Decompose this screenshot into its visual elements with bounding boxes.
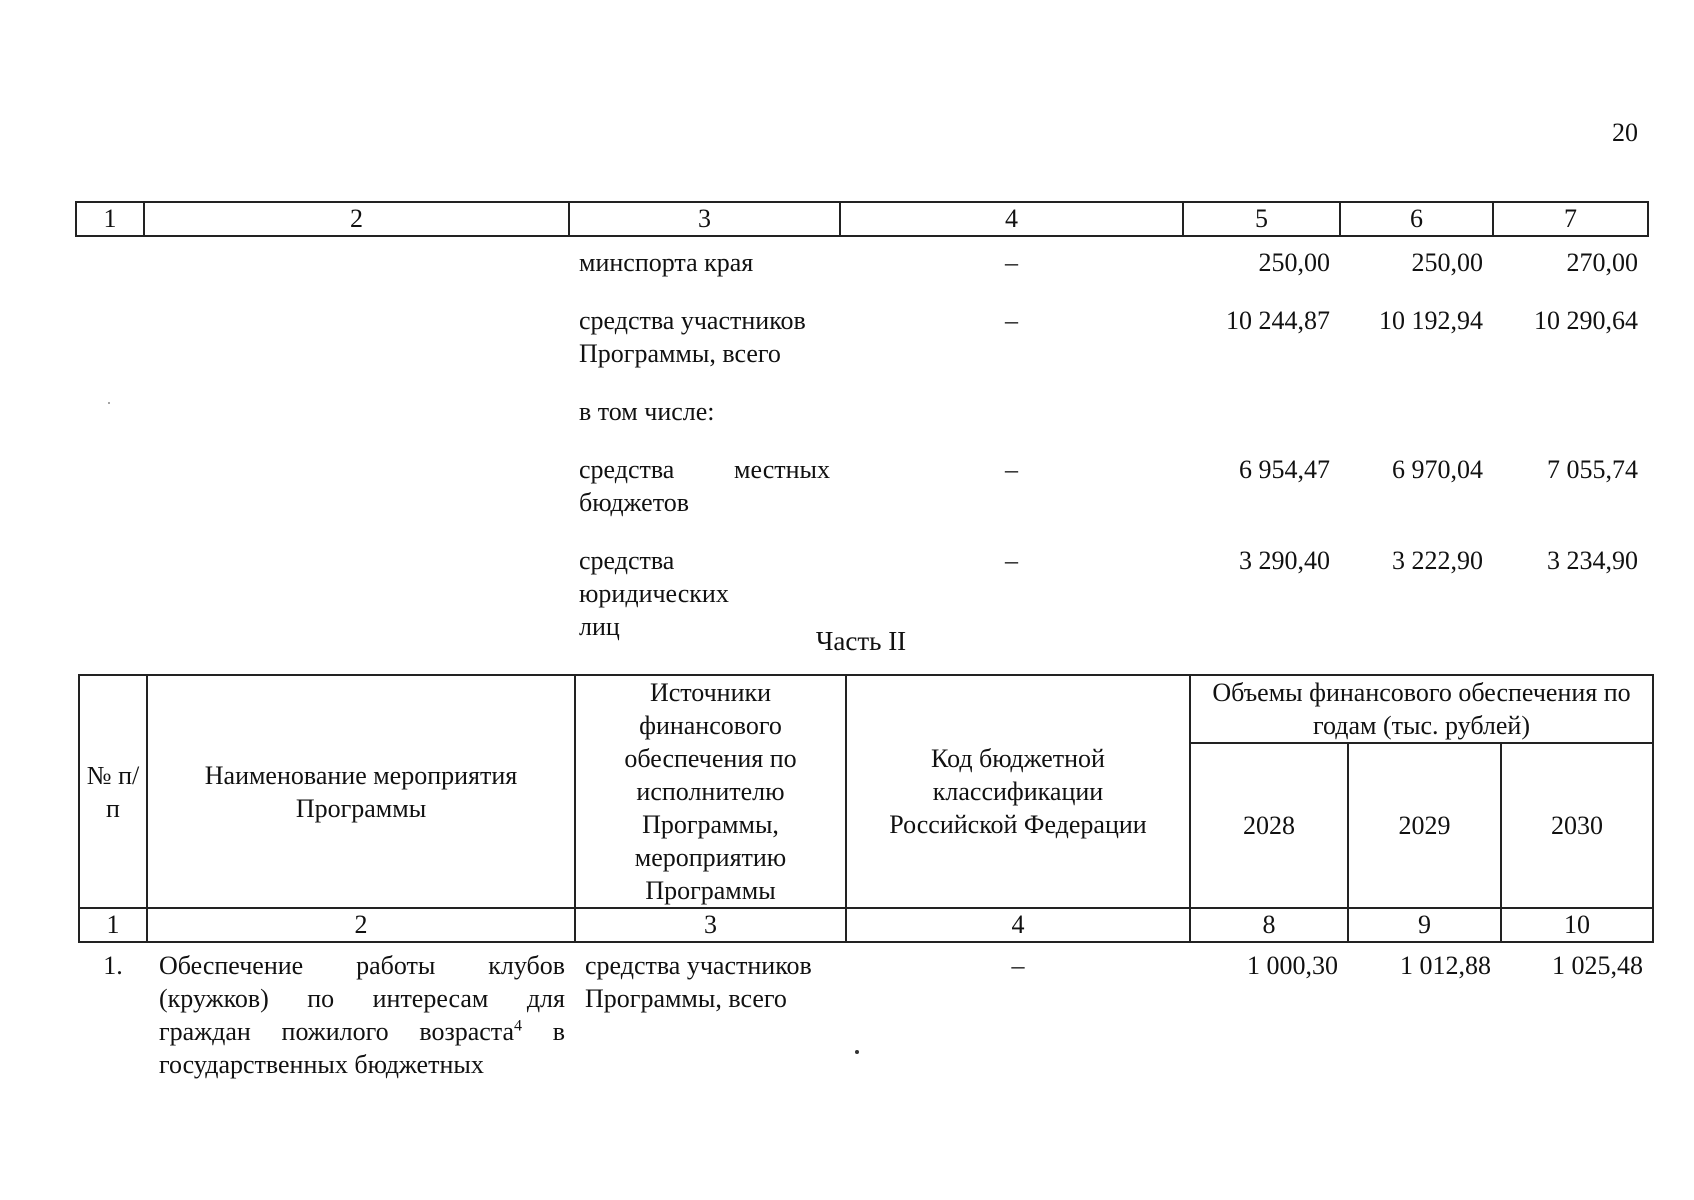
- row-number: 1.: [103, 951, 123, 980]
- column-number-row: [79, 908, 1653, 942]
- column-number: 9: [1348, 908, 1501, 942]
- budget-code: [840, 386, 1183, 444]
- amount-cell: 1 012,88: [1400, 951, 1491, 980]
- amount-cell: 10 290,64: [1534, 306, 1638, 335]
- amount-cell: 270,00: [1566, 248, 1638, 277]
- budget-code: –: [1005, 455, 1018, 484]
- column-number: 7: [1493, 202, 1648, 236]
- amount-cell: 3 290,40: [1239, 546, 1330, 575]
- measure-name: [147, 942, 575, 1081]
- funding-source: средства юридических лиц: [579, 546, 729, 641]
- header-volumes: Объемы финансового обеспечения по годам (тыс. рублей): [1190, 675, 1653, 743]
- amount-cell: 1 000,30: [1247, 951, 1338, 980]
- column-number: 6: [1340, 202, 1493, 236]
- column-number: 1: [76, 202, 144, 236]
- table-row: [76, 236, 1648, 295]
- column-number: 2: [144, 202, 569, 236]
- amount-cell: [1183, 386, 1340, 444]
- funding-source: в том числе:: [579, 397, 715, 426]
- amount-cell: 6 970,04: [1392, 455, 1483, 484]
- page-number: 20: [1612, 118, 1638, 147]
- amount-cell: [1493, 386, 1648, 444]
- column-number: 10: [1501, 908, 1653, 942]
- header-year: 2030: [1501, 743, 1653, 908]
- part-title: Часть II: [815, 626, 907, 656]
- amount-cell: 3 222,90: [1392, 546, 1483, 575]
- header-code: Код бюджетной классификации Российской Федерации: [846, 675, 1190, 908]
- column-number: 1: [79, 908, 147, 942]
- column-number: 3: [569, 202, 840, 236]
- amount-cell: 1 025,48: [1552, 951, 1644, 980]
- footnote-marker: 4: [514, 1017, 523, 1035]
- funding-source: минспорта края: [579, 248, 754, 277]
- amount-cell: [1340, 386, 1493, 444]
- column-number: 2: [147, 908, 575, 942]
- header-name: Наименование мероприятия Программы: [147, 675, 575, 908]
- funding-source: средства местных бюджетов: [579, 455, 830, 517]
- column-number: 8: [1190, 908, 1348, 942]
- amount-cell: 6 954,47: [1239, 455, 1330, 484]
- column-number: 4: [840, 202, 1183, 236]
- table-row: [79, 942, 1653, 1081]
- amount-cell: 250,00: [1258, 248, 1330, 277]
- budget-code: –: [1005, 546, 1018, 575]
- budget-code: –: [1011, 951, 1025, 980]
- header-year: 2028: [1190, 743, 1348, 908]
- scan-speck: [855, 1050, 859, 1054]
- measure-name-text: Обеспечение работы клубов (кружков) по интересам для граждан пожилого возраста: [159, 951, 565, 1046]
- budget-code: –: [1005, 306, 1018, 335]
- header-source: Источники финансового обеспечения по исполнителю Программы, мероприятию Программы: [575, 675, 846, 908]
- continuation-table: [75, 201, 1649, 659]
- header-number: № п/п: [79, 675, 147, 908]
- amount-cell: 250,00: [1411, 248, 1483, 277]
- column-number-row: [76, 202, 1648, 236]
- amount-cell: 10 244,87: [1226, 306, 1330, 335]
- budget-code: –: [1005, 248, 1018, 277]
- amount-cell: 3 234,90: [1547, 546, 1638, 575]
- measure-name-continued: в государственных бюджетных: [159, 1017, 565, 1079]
- header-year: 2029: [1348, 743, 1501, 908]
- table-row: [76, 444, 1648, 535]
- header-row: [79, 675, 1653, 743]
- column-number: 3: [575, 908, 846, 942]
- table-row: [76, 386, 1648, 444]
- amount-cell: 7 055,74: [1547, 455, 1638, 484]
- scan-speck: [108, 402, 110, 404]
- funding-source: средства участников Программы, всего: [585, 951, 812, 1013]
- program-funding-table: [78, 674, 1654, 1081]
- column-number: 5: [1183, 202, 1340, 236]
- table-row: [76, 295, 1648, 386]
- funding-source: средства участников Программы, всего: [579, 306, 806, 368]
- column-number: 4: [846, 908, 1190, 942]
- amount-cell: 10 192,94: [1379, 306, 1483, 335]
